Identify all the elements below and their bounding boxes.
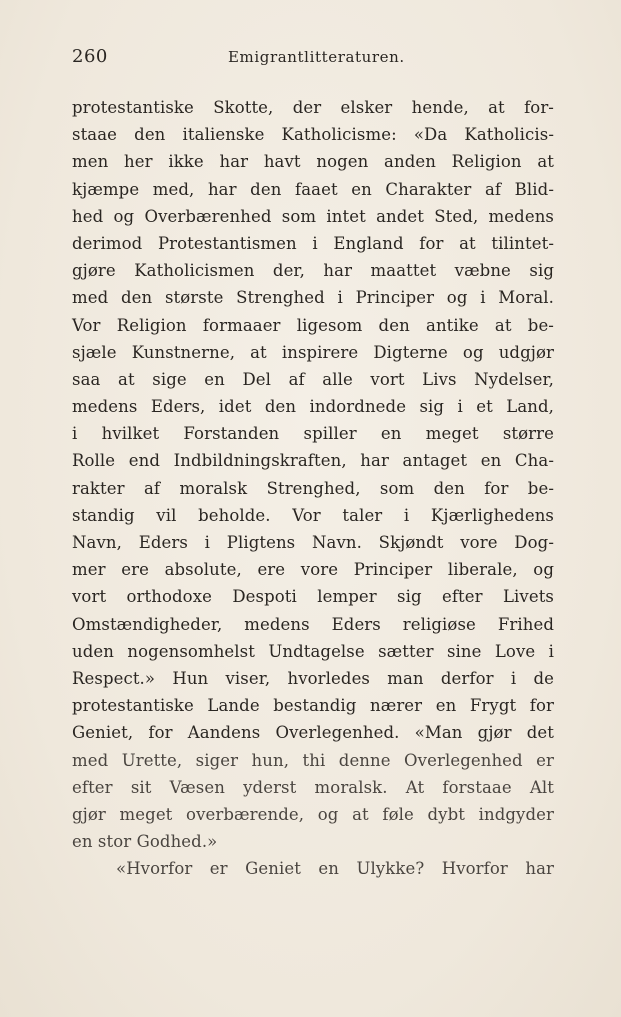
text-line: en stor Godhed.»: [72, 832, 218, 852]
text-line: kjæmpe med, har den faaet en Charakter af Blid-: [72, 179, 554, 199]
text-line: standig vil beholde. Vor taler i Kjærlighedens: [72, 505, 554, 525]
text-line: Respect.» Hun viser, hvorledes man derfor i de: [72, 668, 554, 688]
text-line: Geniet, for Aandens Overlegenhed. «Man gjør det: [72, 723, 554, 743]
text-line: uden nogensomhelst Undtagelse sætter sine Love i: [72, 641, 554, 661]
text-line: medens Eders, idet den indordnede sig i et Land,: [72, 397, 554, 417]
page-number: 260: [72, 46, 108, 67]
text-line: staae den italienske Katholicisme: «Da Katholicis-: [72, 125, 554, 145]
text-line: hed og Overbærenhed som intet andet Sted, medens: [72, 206, 554, 226]
body-text: [72, 94, 554, 882]
text-line: med Urette, siger hun, thi denne Overlegenhed er: [72, 750, 554, 770]
text-line: gjøre Katholicismen der, har maattet væbne sig: [72, 261, 554, 281]
text-line: Rolle end Indbildningskraften, har antaget en Cha-: [72, 451, 554, 471]
text-line: saa at sige en Del af alle vort Livs Nydelser,: [72, 369, 554, 389]
text-line: Vor Religion formaaer ligesom den antike at be-: [72, 315, 554, 335]
text-line: vort orthodoxe Despoti lemper sig efter Livets: [72, 587, 554, 607]
text-line: «Hvorfor er Geniet en Ulykke? Hvorfor har: [116, 859, 554, 879]
text-line: protestantiske Skotte, der elsker hende, at for-: [72, 98, 554, 117]
text-line: med den største Strenghed i Principer og i Moral.: [72, 288, 554, 308]
text-line: efter sit Væsen yderst moralsk. At forstaae Alt: [72, 777, 554, 797]
text-line: derimod Protestantismen i England for at tilintet-: [72, 233, 554, 253]
text-line: gjør meget overbærende, og at føle dybt indgyder: [72, 804, 554, 824]
text-line: i hvilket Forstanden spiller en meget større: [72, 424, 554, 444]
running-title: Emigrantlitteraturen.: [228, 48, 405, 66]
text-line: sjæle Kunstnerne, at inspirere Digterne og udgjør: [72, 342, 554, 362]
text-line: Navn, Eders i Pligtens Navn. Skjøndt vore Dog-: [72, 533, 554, 552]
running-head: [72, 46, 553, 72]
text-line: mer ere absolute, ere vore Principer liberale, og: [72, 560, 554, 580]
text-line: men her ikke har havt nogen anden Religion at: [72, 152, 554, 172]
text-line: Omstændigheder, medens Eders religiøse Frihed: [72, 614, 554, 634]
text-line: rakter af moralsk Strenghed, som den for be-: [72, 478, 554, 498]
text-line: protestantiske Lande bestandig nærer en Frygt for: [72, 696, 554, 716]
